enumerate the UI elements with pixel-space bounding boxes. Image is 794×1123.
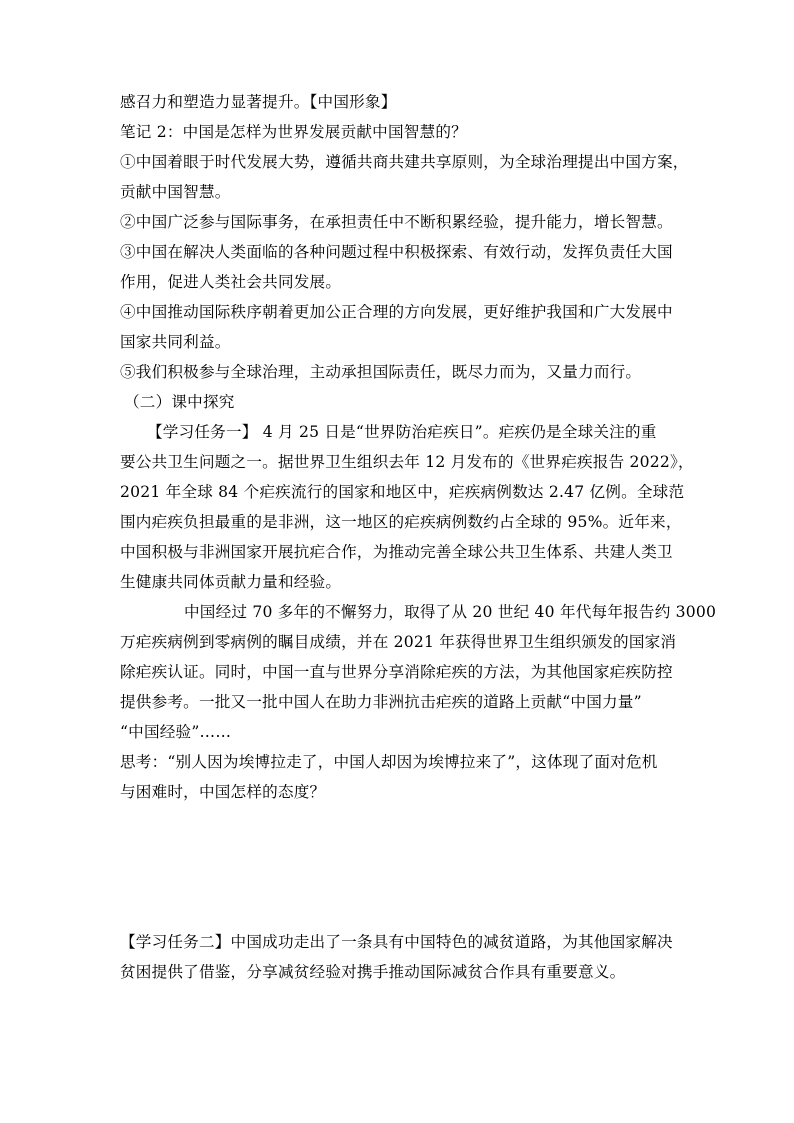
text-line: 贫困提供了借鉴，分享减贫经验对携手推动国际减贫合作具有重要意义。 — [120, 963, 626, 981]
question-line: 思考：“别人因为埃博拉走了，中国人却因为埃博拉来了”，这体现了面对危机 — [120, 753, 658, 771]
text-line: 2021 年全球 84 个疟疾流行的国家和地区中，疟疾病例数达 2.47 亿例。全球范 — [120, 483, 685, 501]
text-line: 国家共同利益。 — [120, 333, 231, 351]
text-line: 中国积极与非洲国家开展抗疟合作，为推动完善全球公共卫生体系、共建人类卫 — [120, 543, 673, 561]
task-two-paragraph-start: 【学习任务二】中国成功走出了一条具有中国特色的减贫道路，为其他国家解决 — [120, 933, 673, 951]
text-line: ④中国推动国际秩序朝着更加公正合理的方向发展，更好维护我国和广大发展中 — [120, 303, 673, 321]
task-one-paragraph-start: 【学习任务一】 4 月 25 日是“世界防治疟疾日”。疟疾仍是全球关注的重 — [147, 423, 657, 441]
text-line: 感召力和塑造力显著提升。【中国形象】 — [120, 93, 397, 111]
text-line: 提供参考。一批又一批中国人在助力非洲抗击疟疾的道路上贡献“中国力量” — [120, 693, 642, 711]
text-line: 要公共卫生问题之一。据世界卫生组织去年 12 月发布的《世界疟疾报告 2022》， — [120, 453, 694, 471]
note-2-heading: 笔记 2：中国是怎样为世界发展贡献中国智慧的？ — [120, 123, 467, 141]
text-line: ②中国广泛参与国际事务，在承担责任中不断积累经验，提升能力，增长智慧。 — [120, 213, 673, 231]
text-line: 生健康共同体贡献力量和经验。 — [120, 573, 342, 591]
text-line: 万疟疾病例到零病例的瞩目成绩，并在 2021 年获得世界卫生组织颁发的国家消 — [120, 633, 677, 651]
text-line: 作用，促进人类社会共同发展。 — [120, 273, 342, 291]
text-line: 贡献中国智慧。 — [120, 183, 231, 201]
text-line: “中国经验”…… — [120, 723, 232, 741]
text-line: 围内疟疾负担最重的是非洲，这一地区的疟疾病例数约占全球的 95%。近年来， — [120, 513, 682, 531]
text-line: ①中国着眼于时代发展大势，遵循共商共建共享原则，为全球治理提出中国方案， — [120, 153, 689, 171]
question-line: 与困难时，中国怎样的态度？ — [120, 783, 326, 801]
text-line: ③中国在解决人类面临的各种问题过程中积极探索、有效行动，发挥负责任大国 — [120, 243, 673, 261]
text-line: ⑤我们积极参与全球治理，主动承担国际责任，既尽力而为，又量力而行。 — [120, 363, 642, 381]
section-heading: （二）课中探究 — [124, 393, 235, 411]
text-line: 除疟疾认证。同时，中国一直与世界分享消除疟疾的方法，为其他国家疟疾防控 — [120, 663, 673, 681]
paragraph-start: 中国经过 70 多年的不懈努力，取得了从 20 世纪 40 年代每年报告约 3000 — [184, 603, 717, 621]
